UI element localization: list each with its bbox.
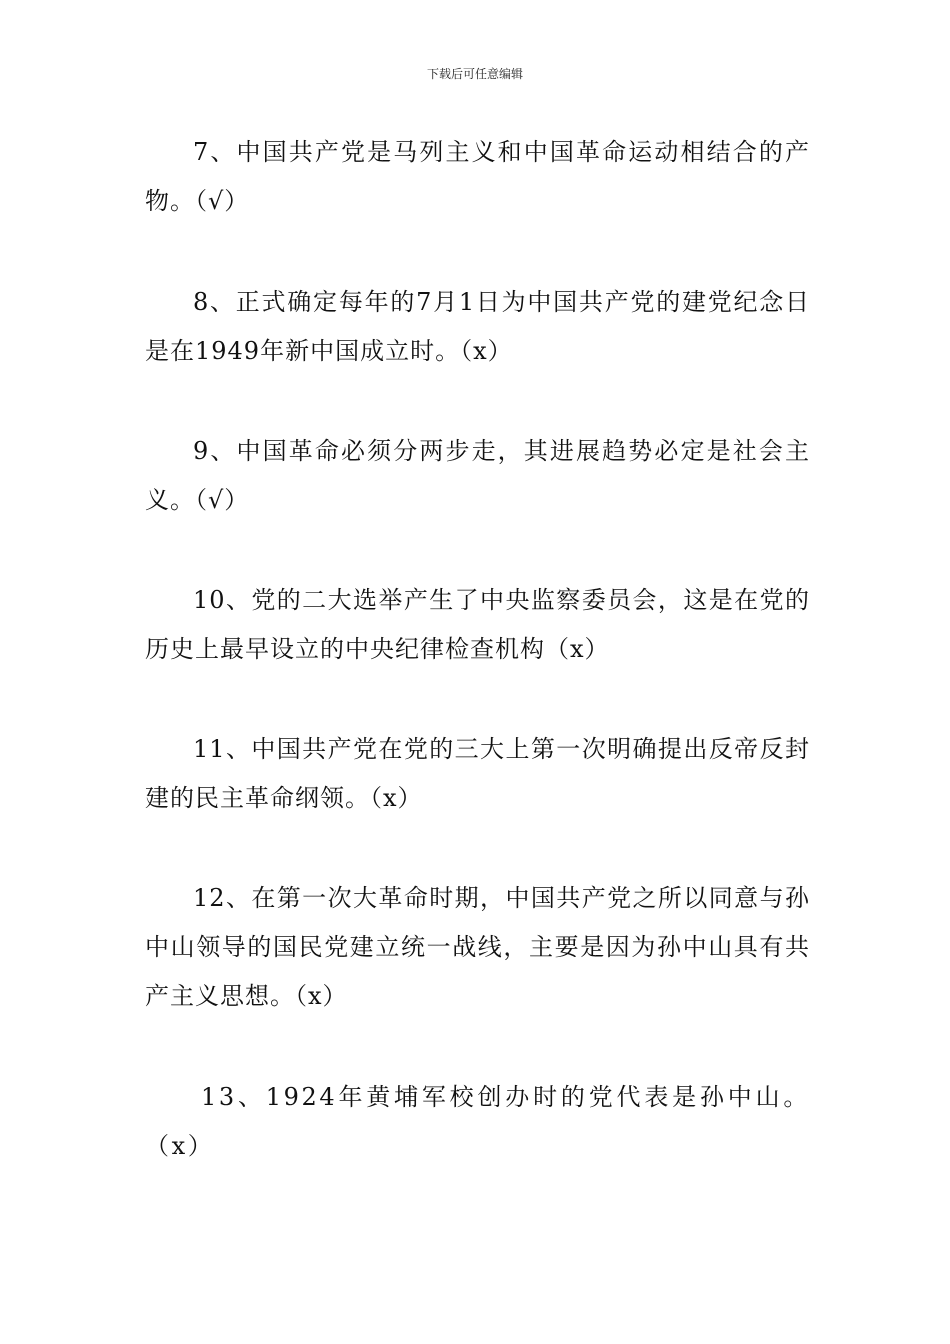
question-item-9 — [145, 427, 810, 525]
question-item-12 — [145, 874, 810, 1021]
question-item-13 — [145, 1073, 810, 1171]
question-text: 12、在第一次大革命时期，中国共产党之所以同意与孙中山领导的国民党建立统一战线，主要是因为孙中山具有共产主义思想。（x） — [145, 884, 810, 1010]
question-text: 7、中国共产党是马列主义和中国革命运动相结合的产物。（√） — [145, 138, 810, 215]
question-text: 10、党的二大选举产生了中央监察委员会，这是在党的历史上最早设立的中央纪律检查机构（x） — [145, 586, 810, 663]
question-item-11 — [145, 725, 810, 823]
page-header: 下载后可任意编辑 — [426, 67, 523, 81]
question-text: 8、正式确定每年的7月1日为中国共产党的建党纪念日是在1949年新中国成立时。（x） — [145, 288, 810, 365]
question-text: 13、1924年黄埔军校创办时的党代表是孙中山。（x） — [145, 1083, 810, 1160]
question-text: 11、中国共产党在党的三大上第一次明确提出反帝反封建的民主革命纲领。（x） — [145, 735, 810, 812]
question-text: 9、中国革命必须分两步走，其进展趋势必定是社会主义。（√） — [145, 437, 810, 514]
question-item-8 — [145, 278, 810, 376]
question-item-10 — [145, 576, 810, 674]
question-item-7 — [145, 128, 810, 226]
